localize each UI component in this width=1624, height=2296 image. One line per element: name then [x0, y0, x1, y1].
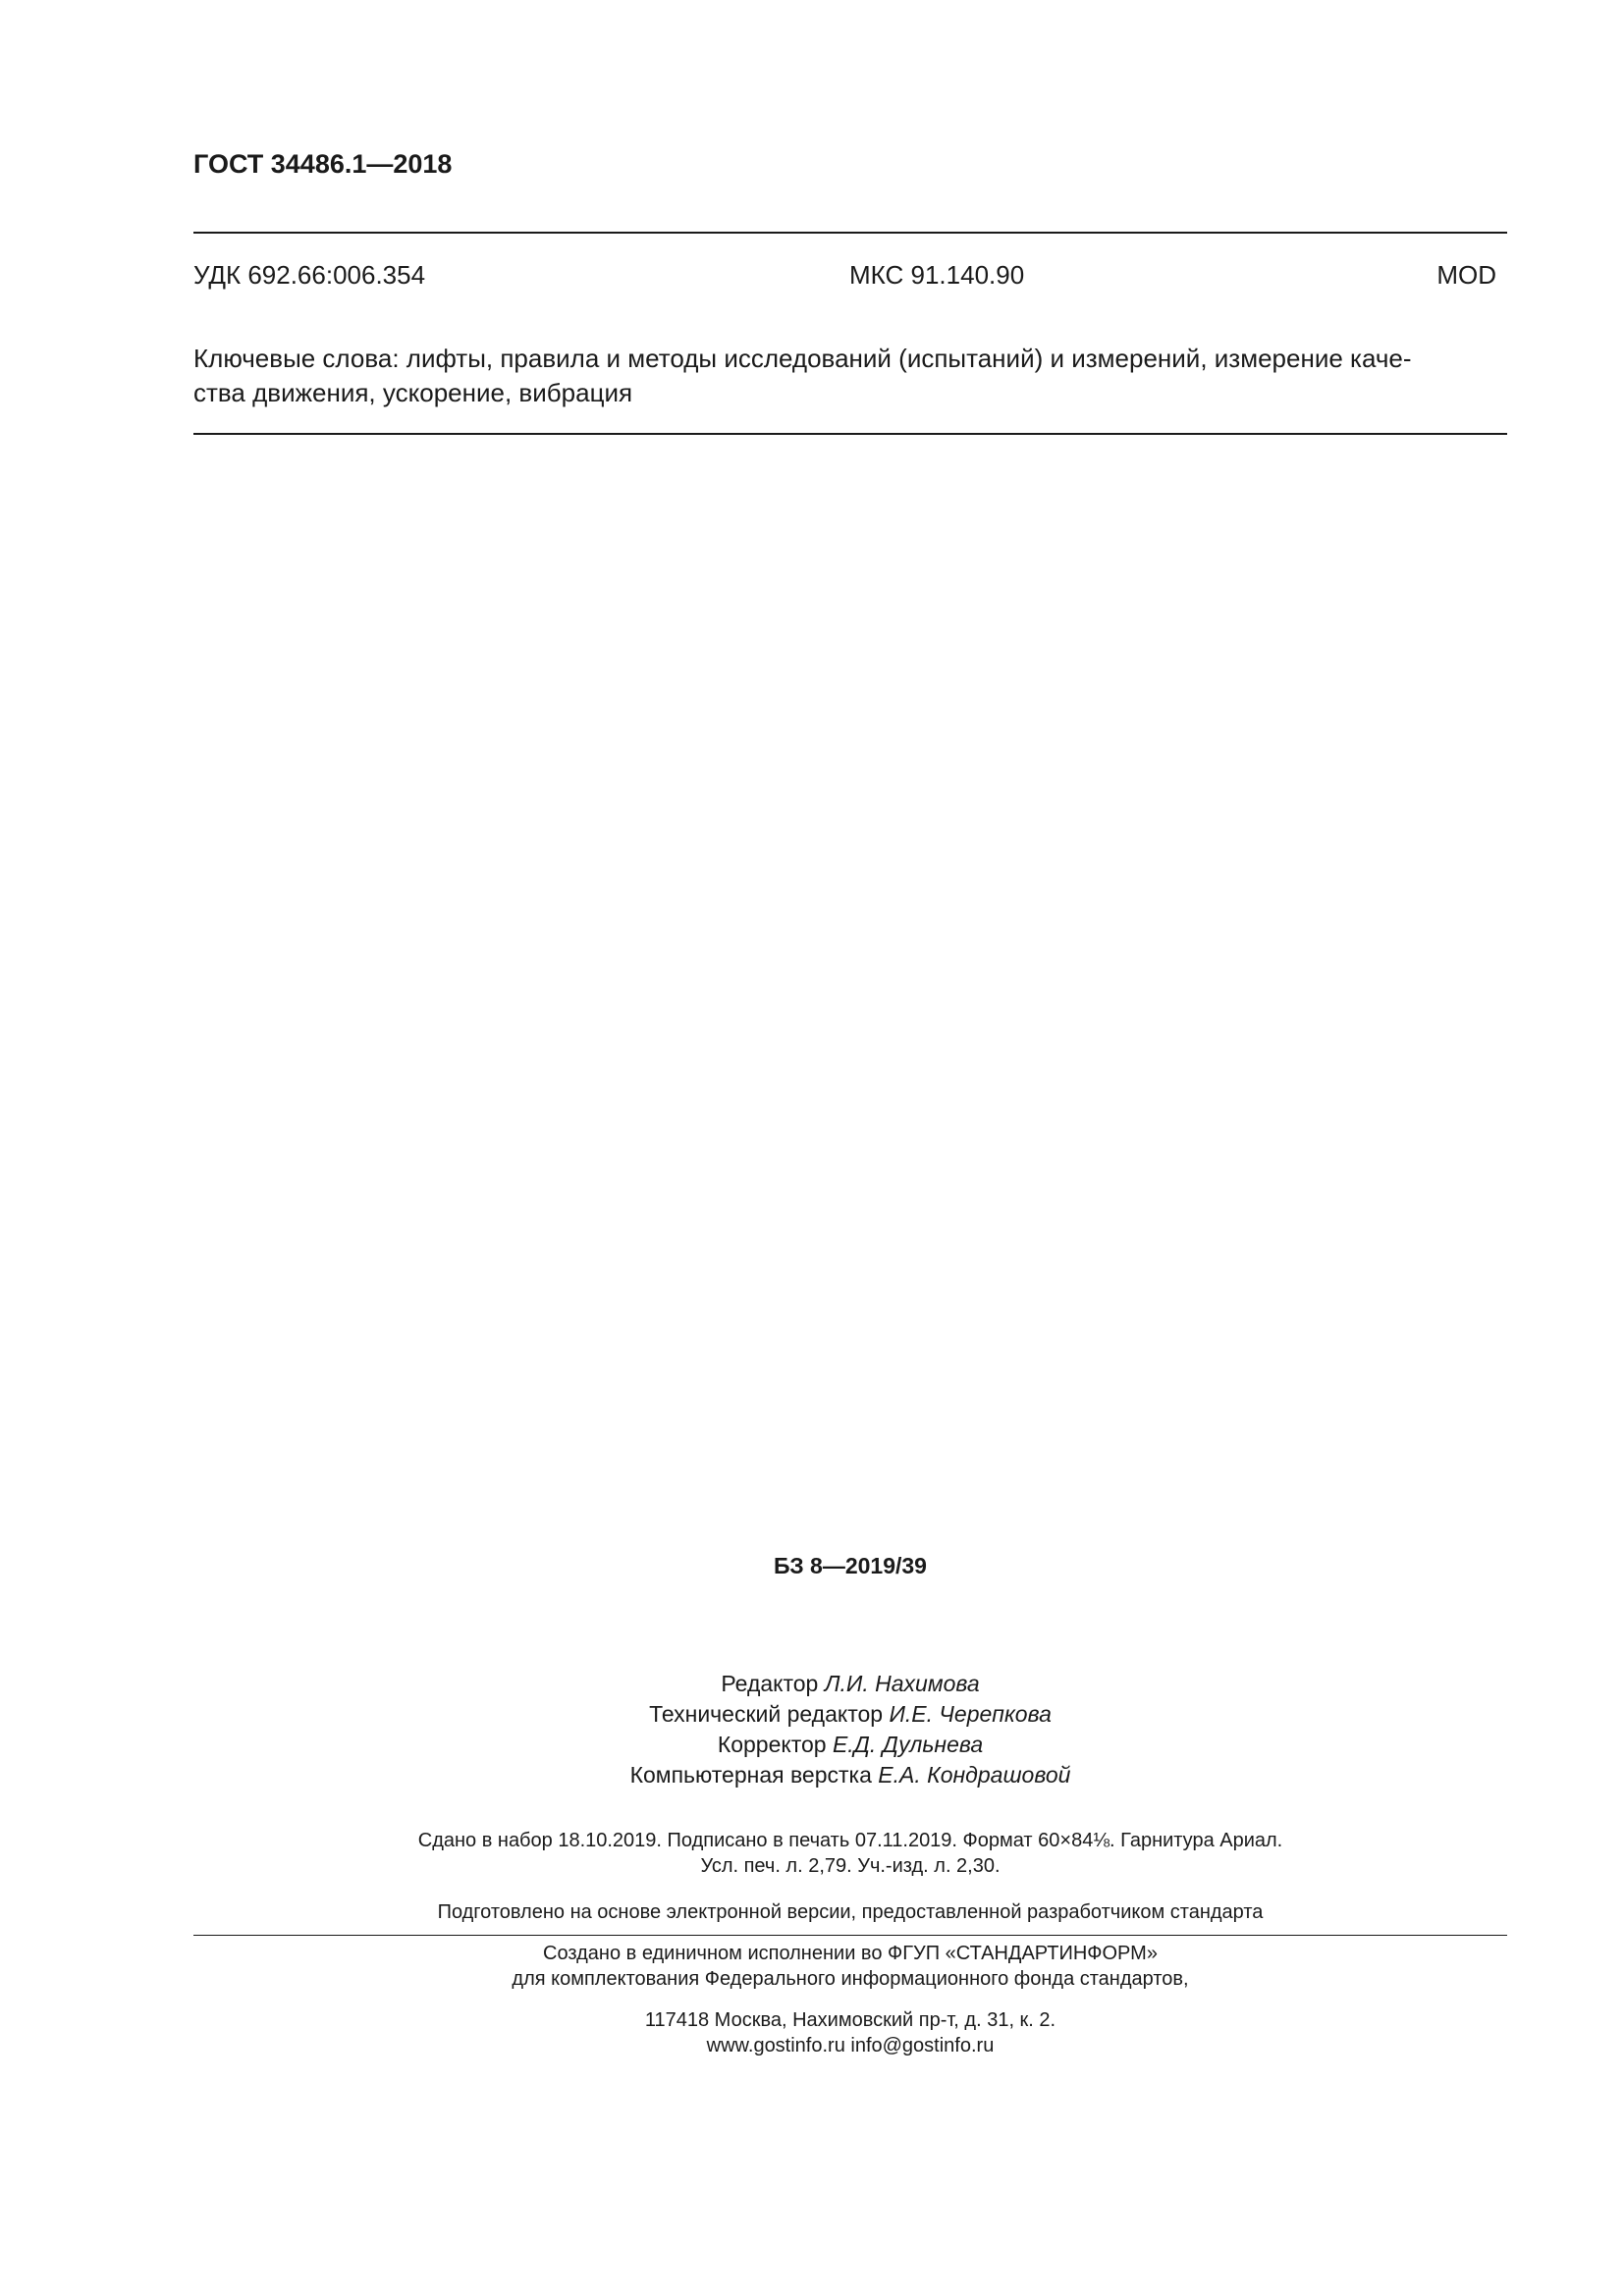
editor-name: Е.А. Кондрашовой — [878, 1762, 1071, 1788]
editor-row — [193, 1760, 1507, 1790]
editor-name: И.Е. Черепкова — [889, 1701, 1052, 1727]
bz-number: БЗ 8—2019/39 — [774, 1553, 927, 1578]
editor-row — [193, 1730, 1507, 1760]
editor-role: Редактор — [721, 1671, 819, 1696]
created-note — [193, 1941, 1507, 1992]
udk-code: УДК 692.66:006.354 — [193, 260, 426, 290]
mks-code: МКС 91.140.90 — [849, 260, 1025, 290]
keywords-paragraph — [193, 342, 1509, 410]
publisher-address — [193, 2007, 1507, 2058]
editor-row — [193, 1669, 1507, 1699]
top-divider — [193, 232, 1507, 234]
editor-row — [193, 1699, 1507, 1730]
keywords-line-2: ства движения, ускорение, вибрация — [193, 378, 633, 407]
document-code: ГОСТ 34486.1—2018 — [193, 149, 453, 179]
editor-name: Л.И. Нахимова — [824, 1671, 980, 1696]
created-line-1: Создано в единичном исполнении во ФГУП «СТАНДАРТИНФОРМ» — [543, 1943, 1158, 1964]
created-line-2: для комплектования Федерального информационного фонда стандартов, — [512, 1968, 1189, 1990]
prepared-note: Подготовлено на основе электронной версии, предоставленной разработчиком стандарта — [437, 1901, 1264, 1923]
mod-label: MOD — [1436, 260, 1496, 290]
editors-list — [193, 1669, 1507, 1790]
imprint-line-1: Сдано в набор 18.10.2019. Подписано в печать 07.11.2019. Формат 60×84⅛. Гарнитура Ариал. — [417, 1830, 1283, 1851]
editor-role: Компьютерная верстка — [629, 1762, 872, 1788]
web-contacts: www.gostinfo.ru info@gostinfo.ru — [706, 2035, 995, 2056]
keywords-divider — [193, 433, 1507, 435]
imprint-line-2: Усл. печ. л. 2,79. Уч.-изд. л. 2,30. — [700, 1855, 1001, 1877]
editor-role: Корректор — [717, 1732, 827, 1757]
address-line: 117418 Москва, Нахимовский пр-т, д. 31, к. 2. — [644, 2009, 1056, 2031]
editor-role: Технический редактор — [649, 1701, 884, 1727]
editor-name: Е.Д. Дульнева — [832, 1732, 984, 1757]
keywords-line-1: Ключевые слова: лифты, правила и методы исследований (испытаний) и измерений, измерение каче- — [193, 344, 1412, 373]
footer-divider — [193, 1935, 1507, 1936]
print-imprint — [193, 1828, 1507, 1879]
